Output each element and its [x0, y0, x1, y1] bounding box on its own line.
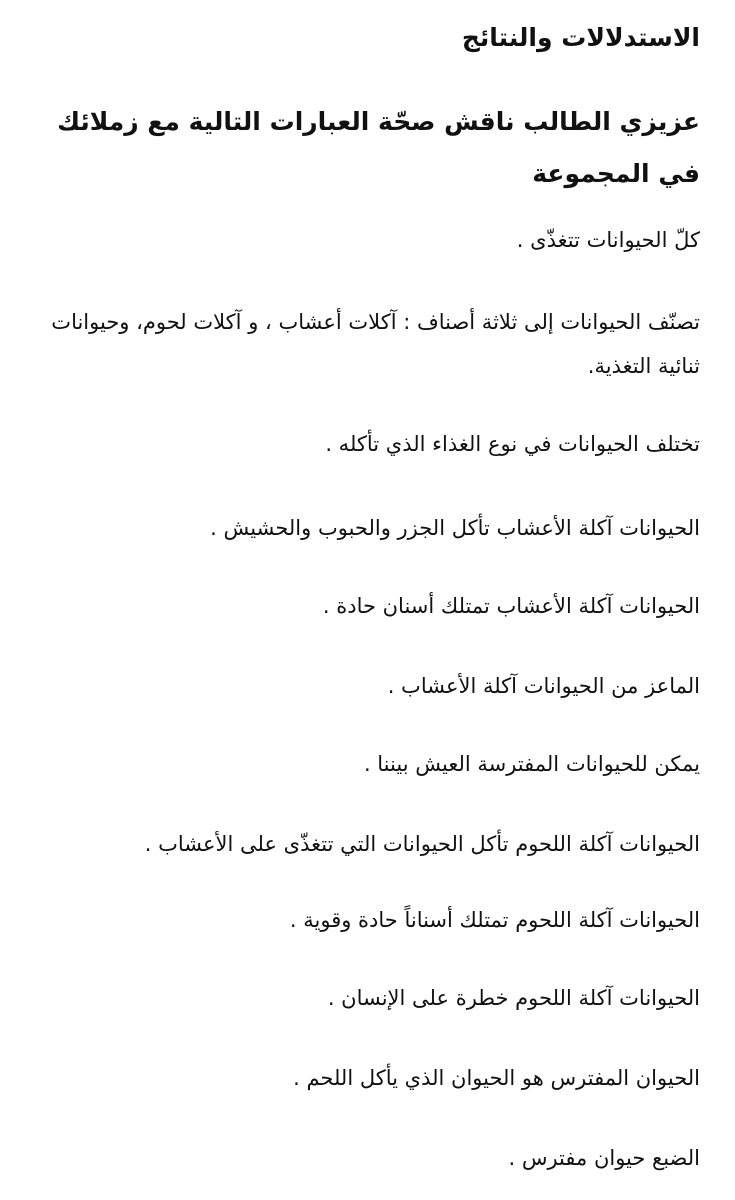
- statement-8: الحيوانات آكلة اللحوم تأكل الحيوانات التي تتغذّى على الأعشاب .: [144, 832, 700, 856]
- statement-11: الحيوان المفترس هو الحيوان الذي يأكل اللحم .: [293, 1066, 700, 1090]
- page-title: الاستدلالات والنتائج: [461, 23, 700, 52]
- statement-12: الضبع حيوان مفترس .: [508, 1146, 700, 1170]
- instruction-text: عزيزي الطالب ناقش صحّة العبارات التالية مع زملائك في المجموعة: [57, 107, 700, 188]
- statement-1: كلّ الحيوانات تتغذّى .: [516, 228, 700, 252]
- statement-9: الحيوانات آكلة اللحوم تمتلك أسناناً حادة وقوية .: [289, 908, 700, 932]
- statement-3: تختلف الحيوانات في نوع الغذاء الذي تأكله .: [325, 432, 700, 456]
- statement-10: الحيوانات آكلة اللحوم خطرة على الإنسان .: [327, 986, 700, 1010]
- statement-7: يمكن للحيوانات المفترسة العيش بيننا .: [363, 752, 700, 776]
- statement-6: الماعز من الحيوانات آكلة الأعشاب .: [387, 674, 700, 698]
- statement-5: الحيوانات آكلة الأعشاب تمتلك أسنان حادة .: [322, 594, 700, 618]
- statement-2: تصنّف الحيوانات إلى ثلاثة أصناف : آكلات أعشاب ، و آكلات لحوم، وحيوانات ثنائية التغذية.: [51, 310, 700, 378]
- statement-4: الحيوانات آكلة الأعشاب تأكل الجزر والحبوب والحشيش .: [210, 516, 700, 540]
